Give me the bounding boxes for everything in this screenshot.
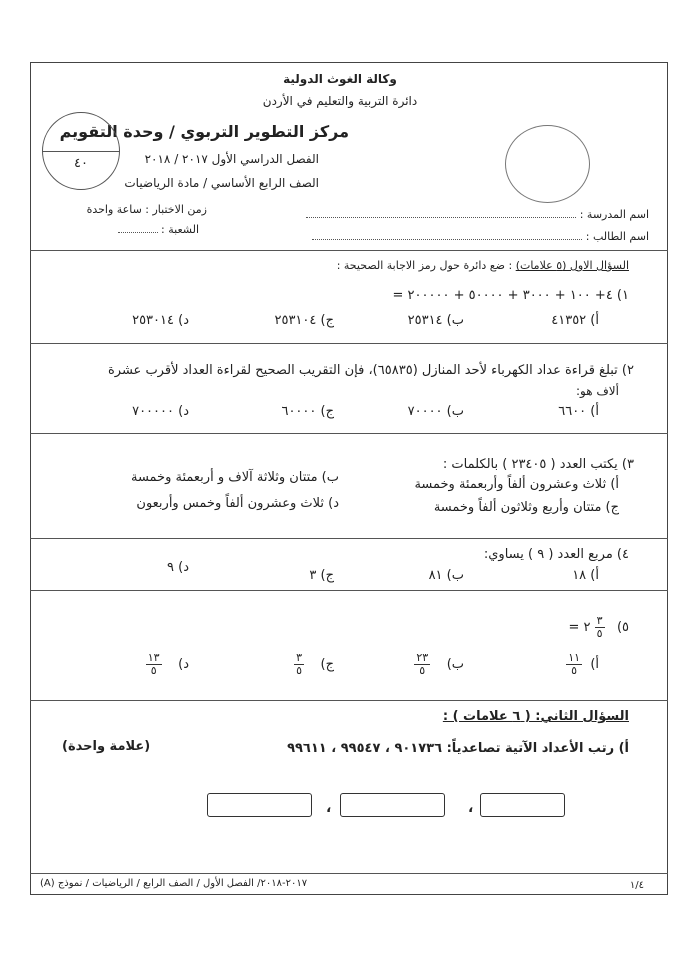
footer-text: ٢٠١٧-٢٠١٨/ الفصل الأول / الصف الرابع / الرياضيات / نموذج (A)	[40, 878, 308, 889]
option-fraction	[414, 652, 430, 677]
q1-item5-option-a[interactable]	[566, 652, 599, 677]
option-fraction	[566, 652, 582, 677]
divider	[30, 700, 668, 701]
divider	[30, 590, 668, 591]
agency-name: وكالة الغوث الدولية	[283, 72, 397, 86]
q1-item3-option-b[interactable]: ب) متتان وثلاثة آلاف و أربعمئة وخمسة	[130, 470, 339, 485]
fraction-denominator: ٥	[150, 664, 157, 677]
q1-item2-option-b[interactable]: ب) ٧٠٠٠٠	[407, 404, 464, 419]
q1-item4-option-d[interactable]: د) ٩	[167, 560, 189, 575]
divider	[30, 343, 668, 344]
exam-time: زمن الاختبار : ساعة واحدة	[86, 203, 207, 216]
score-divider	[42, 151, 120, 152]
fraction-denominator: ٥	[571, 664, 578, 677]
fraction-numerator: ١٣	[147, 651, 160, 664]
semester: الفصل الدراسي الأول ٢٠١٧ / ٢٠١٨	[144, 152, 319, 166]
q1-title: السؤال الاول (٥ علامات)	[515, 259, 629, 272]
divider	[30, 873, 668, 874]
q1-item2-text2: ألاف هو:	[575, 384, 619, 398]
divider	[30, 250, 668, 251]
option-label: ج)	[320, 657, 334, 672]
mixed-fraction	[595, 615, 605, 640]
fraction-numerator: ٢٣	[416, 651, 429, 664]
divider	[30, 433, 668, 434]
stamp-seal	[505, 125, 590, 203]
school-label: اسم المدرسة :	[579, 208, 649, 221]
q1-item1-option-d[interactable]: د) ٢٥٣٠١٤	[132, 313, 189, 328]
student-name-field[interactable]	[312, 230, 649, 243]
mixed-whole: ٢	[583, 620, 591, 635]
fraction-numerator: ١١	[568, 651, 581, 664]
student-input[interactable]	[312, 232, 582, 240]
q1-item3-option-c[interactable]: ج) متتان وأربع وثلاثون ألفاً وخمسة	[433, 500, 619, 515]
q1-item5-option-b[interactable]	[414, 652, 464, 677]
q1-item4-option-a[interactable]: أ) ١٨	[572, 568, 599, 583]
option-label: ب)	[446, 657, 464, 672]
separator: ،	[468, 800, 474, 816]
fraction-numerator: ٣	[296, 651, 302, 664]
q1-item4-option-b[interactable]: ب) ٨١	[428, 568, 464, 583]
q1-item4-text: ٤) مربع العدد ( ٩ ) يساوي:	[483, 547, 629, 562]
fraction-denominator: ٥	[296, 664, 302, 677]
q1-item5-text	[568, 615, 629, 640]
score-total: ٤٠	[74, 156, 88, 171]
q2-item-a: أ) رتب الأعداد الآتية تصاعدياً: ٩٠١٧٣٦ ، ٩٩٥٤٧ ، ٩٩٦١١	[287, 741, 629, 756]
answer-box-2[interactable]	[340, 793, 445, 817]
option-fraction	[146, 652, 162, 677]
option-label: أ)	[590, 657, 599, 672]
q2-title: السؤال الثاني: ( ٦ علامات ) :	[442, 709, 629, 724]
school-input[interactable]	[306, 210, 576, 218]
q1-item2-option-c[interactable]: ج) ٦٠٠٠٠	[281, 404, 334, 419]
student-label: اسم الطالب :	[585, 230, 649, 243]
q1-item5-option-d[interactable]	[146, 652, 189, 677]
answer-box-3[interactable]	[207, 793, 312, 817]
q1-item3-option-a[interactable]: أ) ثلاث وعشرون ألفاً وأربعمئة وخمسة	[414, 477, 619, 492]
q1-item2-text: ٢) تبلغ قراءة عداد الكهرباء لأحد المنازل (٦٥٨٣٥)، فإن التقريب الصحيح لقراءة العداد لأقرب عشرة	[107, 363, 634, 378]
school-name-field[interactable]	[306, 208, 649, 221]
page-number: ١/٤	[629, 880, 644, 891]
fraction-denominator: ٥	[419, 664, 426, 677]
q1-instruction: : ضع دائرة حول رمز الاجابة الصحيحة :	[336, 259, 513, 272]
q1-item2-option-d[interactable]: د) ٧٠٠٠٠٠	[132, 404, 189, 419]
q1-item5-option-c[interactable]	[294, 652, 334, 677]
option-fraction	[294, 652, 304, 677]
center-name-text: مركز التطوير التربوي / وحدة التقويم	[59, 122, 349, 141]
q1-item1-text: ١) ٤+ ١٠٠ + ٣٠٠٠ + ٥٠٠٠٠ + ٢٠٠٠٠٠ =	[392, 288, 629, 303]
q1-item3-text: ٣) يكتب العدد ( ٢٣٤٠٥ ) بالكلمات :	[442, 457, 634, 472]
q1-item1-option-b[interactable]: ب) ٢٥٣١٤	[407, 313, 464, 328]
q1-item1-option-a[interactable]: أ) ٤١٣٥٢	[551, 313, 599, 328]
q1-item4-option-c[interactable]: ج) ٣	[309, 568, 334, 583]
q1-item1-option-c[interactable]: ج) ٢٥٣١٠٤	[274, 313, 334, 328]
equals-sign: =	[568, 620, 580, 635]
q1-item5-number: ٥)	[616, 620, 629, 635]
section-label: الشعبة :	[161, 223, 199, 236]
q2-marks: (علامة واحدة)	[62, 739, 151, 754]
section-field[interactable]	[118, 223, 199, 236]
option-label: د)	[178, 657, 189, 672]
divider	[30, 538, 668, 539]
fraction-numerator: ٣	[596, 614, 603, 627]
fraction-denominator: ٥	[596, 627, 603, 640]
q1-header	[337, 259, 629, 272]
grade-subject: الصف الرابع الأساسي / مادة الرياضيات	[124, 176, 319, 190]
department-name: دائرة التربية والتعليم في الأردن	[262, 94, 418, 108]
q1-item2-option-a[interactable]: أ) ٦٦٠٠	[558, 404, 599, 419]
section-input[interactable]	[118, 225, 158, 233]
answer-box-1[interactable]	[480, 793, 565, 817]
q1-item3-option-d[interactable]: د) ثلاث وعشرون ألفاً وخمس وأربعون	[136, 496, 339, 511]
separator: ،	[326, 800, 332, 816]
